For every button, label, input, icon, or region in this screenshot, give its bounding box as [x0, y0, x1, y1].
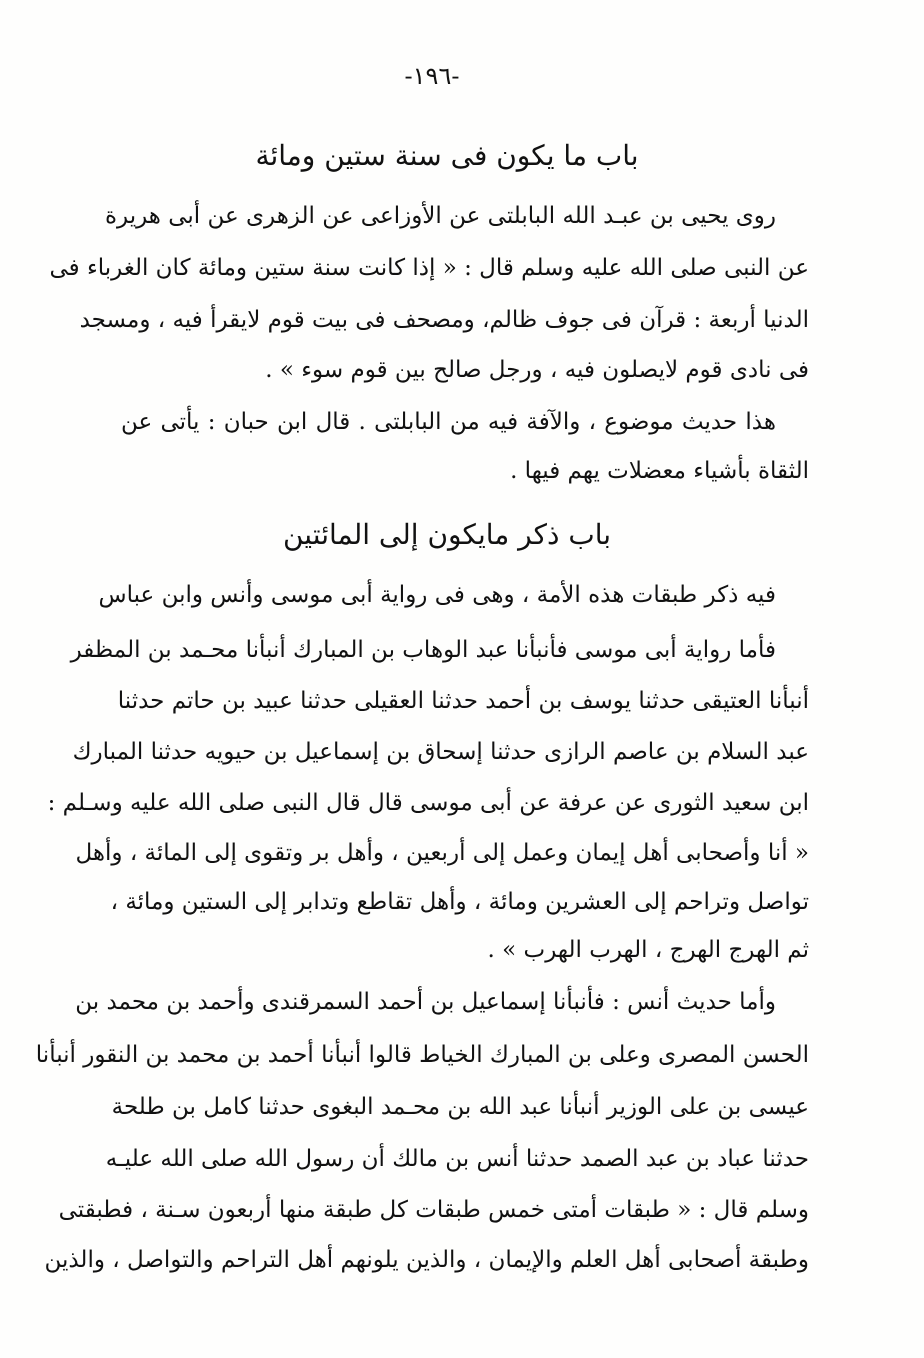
text-line: وسلم قال : « طبقات أمتى خمس طبقات كل طبقة منها أربعون سـنة ، فطبقتى: [58, 1197, 809, 1223]
chapter-heading-sixty-one-hundred: باب ما يكون فى سنة ستين ومائة: [255, 139, 639, 172]
text-line: الحسن المصرى وعلى بن المبارك الخياط قالوا أنبأنا أحمد بن محمد بن النقور أنبأنا: [35, 1042, 809, 1068]
text-line: عن النبى صلى الله عليه وسلم قال : « إذا كانت سنة ستين ومائة كان الغرباء فى: [49, 255, 809, 281]
text-line: عيسى بن على الوزير أنبأنا عبد الله بن محـمد البغوى حدثنا كامل بن طلحة: [111, 1094, 809, 1120]
text-line: عبد السلام بن عاصم الرازى حدثنا إسحاق بن إسماعيل بن حيويه حدثنا المبارك: [72, 739, 809, 765]
text-line: أنبأنا العتيقى حدثنا يوسف بن أحمد حدثنا العقيلى حدثنا عبيد بن حاتم حدثنا: [117, 688, 809, 714]
text-line: وأما حديث أنس : فأنبأنا إسماعيل بن أحمد السمرقندى وأحمد بن محمد بن: [75, 989, 776, 1015]
text-line: وطبقة أصحابى أهل العلم والإيمان ، والذين يلونهم أهل التراحم والتواصل ، والذين: [44, 1247, 809, 1273]
text-line: ابن سعيد الثورى عن عرفة عن أبى موسى قال قال النبى صلى الله عليه وسـلم :: [47, 790, 809, 816]
chapter-heading-two-hundred: باب ذكر مايكون إلى المائتين: [282, 518, 612, 551]
text-line: فيه ذكر طبقات هذه الأمة ، وهى فى رواية أبى موسى وأنس وابن عباس: [98, 582, 776, 608]
page-number: -١٩٦-: [404, 62, 460, 90]
text-line: فى نادى قوم لايصلون فيه ، ورجل صالح بين قوم سوء » .: [265, 357, 809, 383]
text-line: الدنيا أربعة : قرآن فى جوف ظالم، ومصحف فى بيت قوم لايقرأ فيه ، ومسجد: [79, 307, 809, 333]
text-line: تواصل وتراحم إلى العشرين ومائة ، وأهل تقاطع وتدابر إلى الستين ومائة ،: [110, 889, 809, 915]
text-line: « أنا وأصحابى أهل إيمان وعمل إلى أربعين ، وأهل بر وتقوى إلى المائة ، وأهل: [75, 840, 809, 866]
text-line: ثم الهرج الهرج ، الهرب الهرب » .: [487, 937, 809, 963]
text-line: هذا حديث موضوع ، والآفة فيه من البابلتى . قال ابن حبان : يأتى عن: [121, 409, 776, 435]
text-line: روى يحيى بن عبـد الله البابلتى عن الأوزاعى عن الزهرى عن أبى هريرة: [104, 203, 776, 229]
text-line: الثقاة بأشياء معضلات يهم فيها .: [510, 458, 809, 484]
text-line: حدثنا عباد بن عبد الصمد حدثنا أنس بن مالك أن رسول الله صلى الله عليـه: [105, 1146, 809, 1172]
text-line: فأما رواية أبى موسى فأنبأنا عبد الوهاب بن المبارك أنبأنا محـمد بن المظفر: [70, 637, 776, 663]
